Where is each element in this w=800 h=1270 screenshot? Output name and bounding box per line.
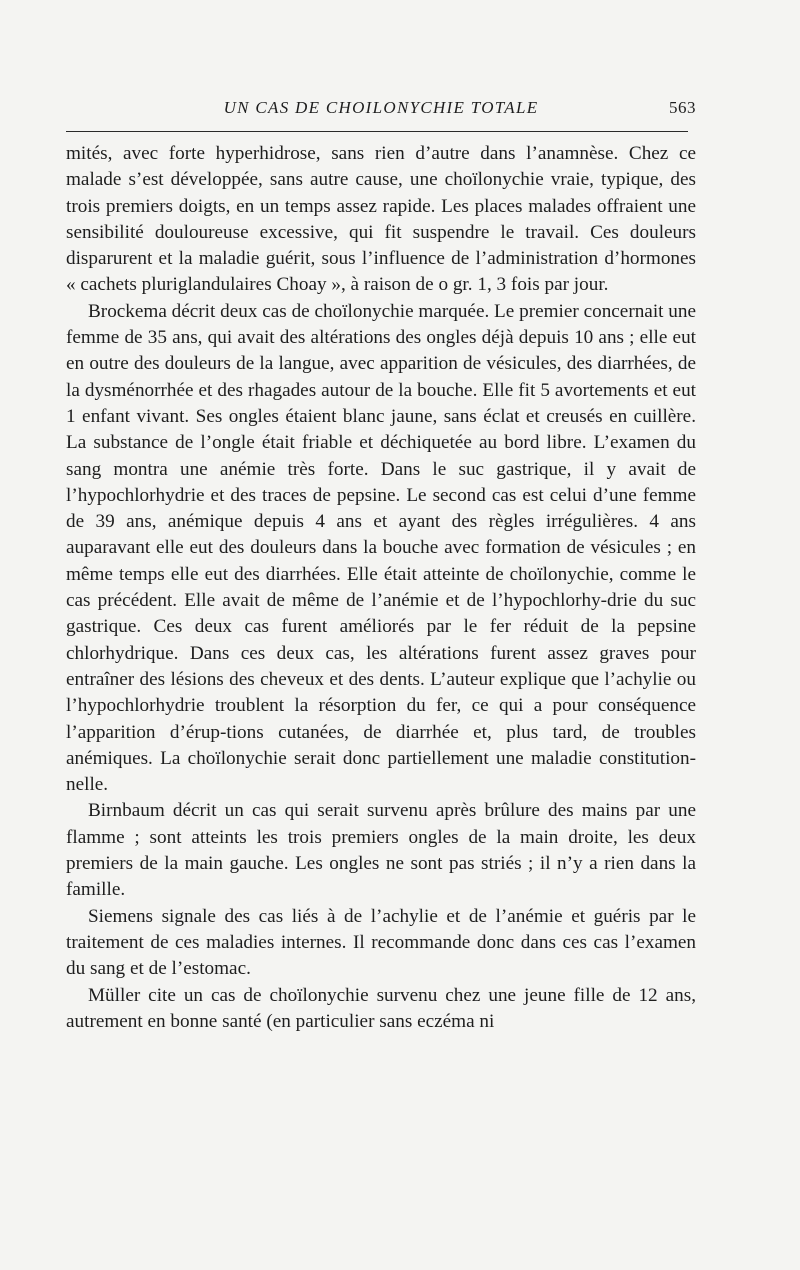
paragraph-muller: Müller cite un cas de choïlonychie survenu chez une jeune fille de 12 ans, autrement en bonne santé (en particulier sans eczéma ni <box>66 984 696 1032</box>
paragraph-brockema: Brockema décrit deux cas de choïlonychie marquée. Le premier concernait une femme de 35 ans, qui avait des altérations des ongles déjà depuis 10 ans ; elle eut en outre des douleurs de la langue, avec apparition de vésicules, des diarrhées, de la dysménorrhée et des rhagades autour de la bouche. Elle fit 5 avortements et eut 1 enfant vivant. Ses ongles étaient blanc jaune, sans éclat et creusés en cuillère. La substance de l’ongle était friable et déchiquetée au bord libre. L’examen du sang montra une anémie très forte. Dans le suc gastrique, il y avait de l’hypochlorhydrie et des traces de pepsine. Le second cas est celui d’une femme de 39 ans, anémique depuis 4 ans et ayant des règles irrégulières. 4 ans auparavant elle eut des douleurs dans la bouche avec formation de vésicules ; en même temps elle eut des diarrhées. Elle était atteinte de choïlonychie, comme le cas précédent. Elle avait de même de l’anémie et de l’hypochlorhy-drie du suc gastrique. Ces deux cas furent améliorés par le fer réduit de la pepsine chlorhydrique. Dans ces deux cas, les altérations furent assez graves pour entraîner des lésions des cheveux et des dents. L’auteur explique que l’achylie ou l’hypochlorhydrie troublent la résorption du fer, ce qui a pour conséquence l’apparition d’érup-tions cutanées, de diarrhée et, plus tard, de troubles anémiques. La choïlonychie serait donc partiellement une maladie constitution-nelle. <box>66 300 696 796</box>
body-text <box>66 141 696 1035</box>
page-number: 563 <box>669 98 696 117</box>
running-title: UN CAS DE CHOILONYCHIE TOTALE <box>223 98 539 117</box>
paragraph-continuation: mités, avec forte hyperhidrose, sans rien d’autre dans l’anamnèse. Chez ce malade s’est développée, sans autre cause, une choïlonychie vraie, typique, des trois premiers doigts, en un temps assez rapide. Les places malades offraient une sensibilité douloureuse excessive, qui fit suspendre le travail. Ces douleurs disparurent et la maladie guérit, sous l’influence de l’administration d’hormones « cachets pluriglandulaires Choay », à raison de o gr. 1, 3 fois par jour. <box>66 143 696 296</box>
page-header <box>66 96 696 122</box>
paragraph-siemens: Siemens signale des cas liés à de l’achylie et de l’anémie et guéris par le traitement de ces maladies internes. Il recommande donc dans ces cas l’examen du sang et de l’estomac. <box>66 905 696 980</box>
paragraph-birnbaum: Birnbaum décrit un cas qui serait survenu après brûlure des mains par une flamme ; sont atteints les trois premiers ongles de la main droite, les deux premiers de la main gauche. Les ongles ne sont pas striés ; il n’y a rien dans la famille. <box>66 800 696 901</box>
header-rule <box>66 131 688 132</box>
book-page <box>66 0 696 1270</box>
